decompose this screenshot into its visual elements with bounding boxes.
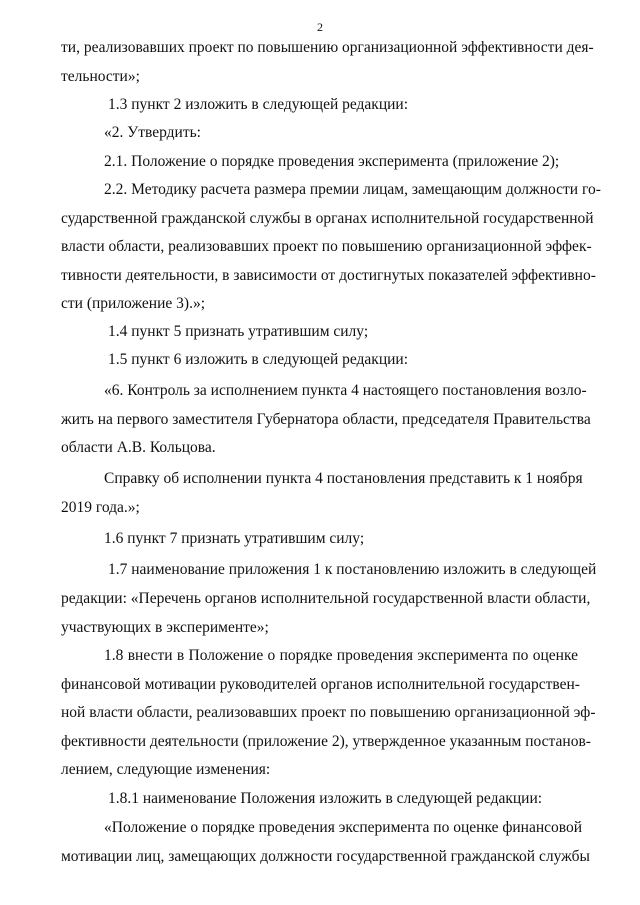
text-line: 1.8.1 наименование Положения изложить в следующей редакции: (108, 790, 543, 807)
text-line: 1.4 пункт 5 признать утратившим силу; (108, 323, 369, 340)
text-line: «2. Утвердить: (104, 124, 201, 141)
text-line: редакции: «Перечень органов исполнительной государственной власти области, (61, 590, 591, 607)
page-number: 2 (317, 20, 323, 34)
text-line: «6. Контроль за исполнением пункта 4 настоящего постановления возло- (104, 382, 587, 399)
text-line: «Положение о порядке проведения эксперимента по оценке финансовой (104, 819, 583, 836)
text-line: фективности деятельности (приложение 2), утвержденное указанным постанов- (61, 733, 591, 750)
text-line: 2019 года.»; (61, 499, 140, 516)
text-line: финансовой мотивации руководителей органов исполнительной государствен- (61, 676, 580, 693)
text-line: 1.8 внести в Положение о порядке проведения эксперимента по оценке (104, 647, 578, 664)
text-line: 1.3 пункт 2 изложить в следующей редакции: (108, 96, 409, 113)
text-line: власти области, реализовавших проект по повышению организационной эффек- (61, 238, 592, 255)
text-line: тельности»; (61, 68, 140, 85)
text-line: 1.6 пункт 7 признать утратившим силу; (104, 530, 365, 547)
text-line: жить на первого заместителя Губернатора области, председателя Правительства (61, 411, 591, 428)
text-line: мотивации лиц, замещающих должности государственной гражданской службы (61, 848, 590, 865)
text-line: 2.2. Методику расчета размера премии лицам, замещающим должности го- (104, 181, 601, 198)
text-line: ной власти области, реализовавших проект по повышению организационной эф- (61, 704, 596, 721)
text-line: области А.В. Кольцова. (61, 439, 216, 456)
text-line: 1.7 наименование приложения 1 к постановлению изложить в следующей (108, 561, 597, 578)
text-line: Справку об исполнении пункта 4 постановления представить к 1 ноября (104, 470, 583, 487)
text-line: 1.5 пункт 6 изложить в следующей редакции: (108, 351, 409, 368)
text-line: тивности деятельности, в зависимости от достигнутых показателей эффективно- (61, 267, 596, 284)
text-line: 2.1. Положение о порядке проведения эксперимента (приложение 2); (104, 153, 560, 170)
text-line: сти (приложение 3).»; (61, 295, 205, 312)
text-line: ти, реализовавших проект по повышению организационной эффективности дея- (61, 39, 594, 56)
text-line: сударственной гражданской службы в органах исполнительной государственной (61, 210, 594, 227)
text-line: лением, следующие изменения: (61, 761, 271, 778)
text-line: участвующих в эксперименте»; (61, 619, 269, 636)
